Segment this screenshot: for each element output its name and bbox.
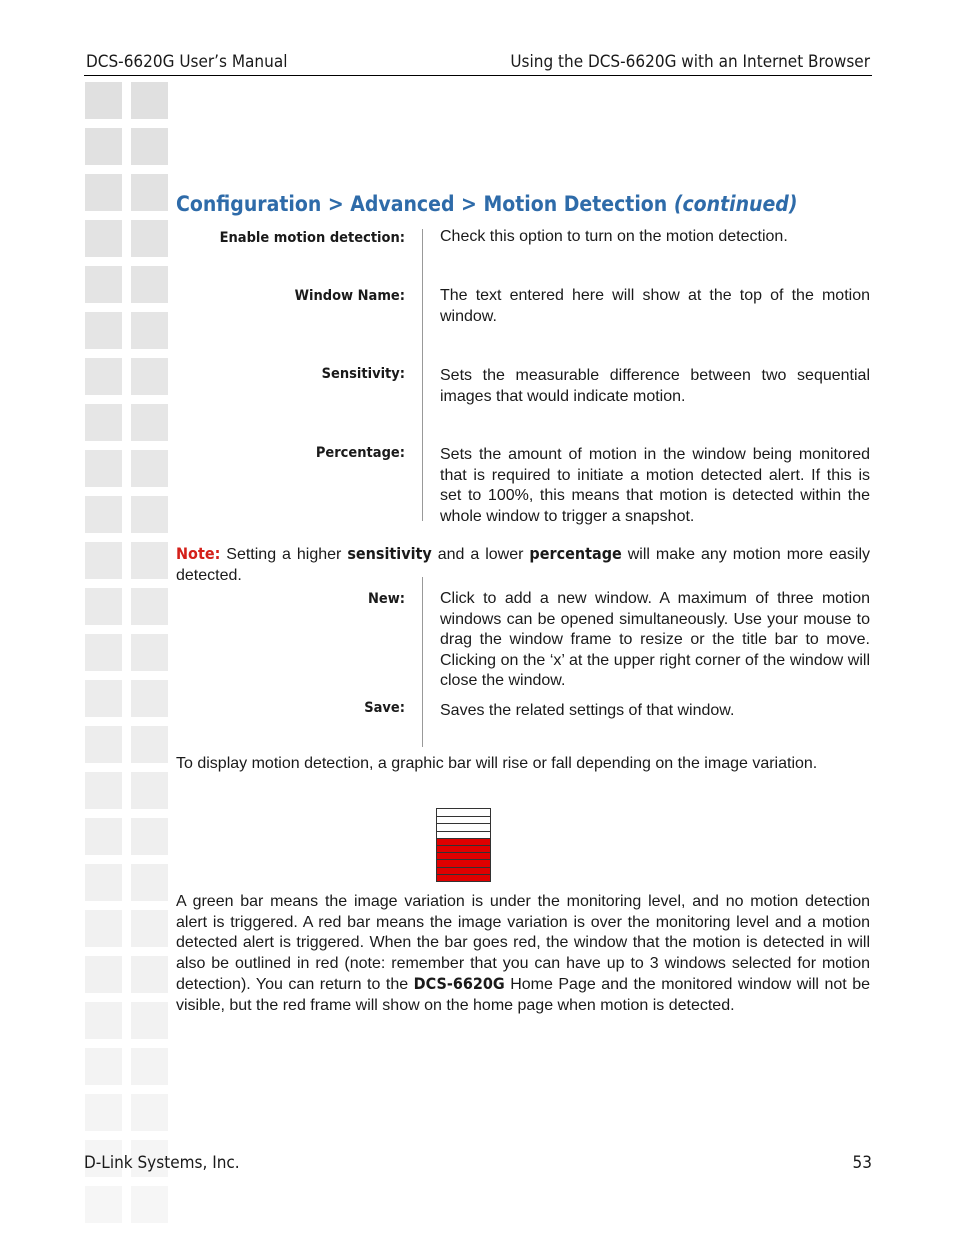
decorative-square xyxy=(131,726,168,763)
field-label-new: New: xyxy=(367,591,405,607)
level-segment-line xyxy=(437,831,490,832)
decorative-square xyxy=(85,726,122,763)
decorative-square xyxy=(131,910,168,947)
decorative-square xyxy=(131,1002,168,1039)
field-label-window-name: Window Name: xyxy=(294,288,405,304)
decorative-square xyxy=(131,588,168,625)
decorative-square xyxy=(85,266,122,303)
field-label-percentage: Percentage: xyxy=(315,445,405,461)
decorative-square xyxy=(85,1186,122,1223)
field-desc-new: Click to add a new window. A maximum of three motion windows can be opened simultaneously. Use your mouse to drag the window frame to resize or the title bar to move. Clicking on the ‘x’ at the upper right corner of the window will close the window. xyxy=(440,590,870,690)
field-desc-enable-motion-detection: Check this option to turn on the motion detection. xyxy=(440,228,788,245)
decorative-square xyxy=(131,404,168,441)
decorative-square xyxy=(85,312,122,349)
note-paragraph xyxy=(176,544,870,586)
motion-level-bar xyxy=(436,808,491,882)
manual-title: DCS-6620G User’s Manual xyxy=(86,52,288,72)
field-label-sensitivity: Sensitivity: xyxy=(321,366,405,382)
decorative-square xyxy=(131,128,168,165)
decorative-square xyxy=(85,450,122,487)
field-label-enable-motion-detection: Enable motion detection: xyxy=(219,230,405,246)
level-segment-line xyxy=(437,823,490,824)
level-segment-line xyxy=(437,838,490,839)
section-title-main: Configuration > Advanced > Motion Detection xyxy=(176,192,674,216)
level-segment-line xyxy=(437,867,490,868)
decorative-square xyxy=(131,358,168,395)
display-paragraph: To display motion detection, a graphic bar will rise or fall depending on the image variation. xyxy=(176,755,818,772)
decorative-square xyxy=(85,956,122,993)
decorative-square xyxy=(85,128,122,165)
note-text-2: and a lower xyxy=(431,546,530,563)
decorative-square xyxy=(85,542,122,579)
decorative-square xyxy=(131,864,168,901)
footer-company: D-Link Systems, Inc. xyxy=(84,1153,240,1173)
decorative-squares-right xyxy=(131,82,168,1232)
header-rule xyxy=(84,75,872,76)
decorative-square xyxy=(85,220,122,257)
decorative-square xyxy=(85,496,122,533)
decorative-square xyxy=(131,1186,168,1223)
explanation-text-2: Home Page and the monitored window will not be visible, but the red frame will show on the home page when motion is detected. xyxy=(176,976,870,1014)
column-divider-bottom xyxy=(422,577,423,747)
field-desc-percentage: Sets the amount of motion in the window being monitored that is required to initiate a motion detected alert. If this is set to 100%, this means that motion is detected within the whole window to trigger a snapshot. xyxy=(440,446,870,525)
decorative-square xyxy=(131,818,168,855)
decorative-square xyxy=(131,496,168,533)
decorative-square xyxy=(131,772,168,809)
level-segment-line xyxy=(437,852,490,853)
level-segment-line xyxy=(437,816,490,817)
decorative-square xyxy=(85,1094,122,1131)
decorative-square xyxy=(131,266,168,303)
decorative-square xyxy=(85,174,122,211)
decorative-square xyxy=(85,818,122,855)
decorative-square xyxy=(131,220,168,257)
decorative-square xyxy=(85,1002,122,1039)
level-segment-line xyxy=(437,859,490,860)
note-text-1: Setting a higher xyxy=(220,546,348,563)
decorative-square xyxy=(85,910,122,947)
explanation-text-1: A green bar means the image variation is under the monitoring level, and no motion detection alert is triggered. A red bar means the image variation is over the monitoring level and a motion detected alert is triggered. When the bar goes red, the window that the motion is detected in will also be outlined in red (note: remember that you can have up to 3 windows selected for motion detection). You can return to the xyxy=(176,893,870,994)
decorative-square xyxy=(85,864,122,901)
decorative-square xyxy=(85,680,122,717)
chapter-title: Using the DCS-6620G with an Internet Browser xyxy=(510,52,870,72)
decorative-square xyxy=(131,174,168,211)
decorative-square xyxy=(131,1094,168,1131)
decorative-square xyxy=(85,358,122,395)
decorative-square xyxy=(131,956,168,993)
note-label: Note: xyxy=(176,544,221,563)
note-text-3: will make any motion more easily detected. xyxy=(176,546,870,584)
column-divider-top xyxy=(422,229,423,521)
field-desc-sensitivity: Sets the measurable difference between two sequential images that would indicate motion. xyxy=(440,367,870,405)
note-bold-percentage: percentage xyxy=(529,544,622,563)
field-label-save: Save: xyxy=(364,700,405,716)
decorative-square xyxy=(85,588,122,625)
decorative-square xyxy=(85,772,122,809)
section-title-suffix: (continued) xyxy=(673,192,798,216)
decorative-square xyxy=(131,680,168,717)
section-title xyxy=(176,192,797,216)
decorative-squares-left xyxy=(85,82,122,1232)
level-segment-line xyxy=(437,845,490,846)
decorative-square xyxy=(131,82,168,119)
decorative-square xyxy=(131,542,168,579)
decorative-square xyxy=(131,634,168,671)
decorative-square xyxy=(131,450,168,487)
field-desc-window-name: The text entered here will show at the top of the motion window. xyxy=(440,287,870,325)
decorative-square xyxy=(131,1048,168,1085)
level-segment-line xyxy=(437,874,490,875)
decorative-square xyxy=(85,82,122,119)
decorative-square xyxy=(85,1048,122,1085)
decorative-square xyxy=(85,404,122,441)
note-bold-sensitivity: sensitivity xyxy=(347,544,432,563)
explanation-model-name: DCS-6620G xyxy=(413,974,505,994)
field-desc-save: Saves the related settings of that window. xyxy=(440,702,735,719)
footer-page-number: 53 xyxy=(852,1153,872,1173)
explanation-paragraph xyxy=(176,892,870,1017)
decorative-square xyxy=(85,634,122,671)
decorative-square xyxy=(131,312,168,349)
